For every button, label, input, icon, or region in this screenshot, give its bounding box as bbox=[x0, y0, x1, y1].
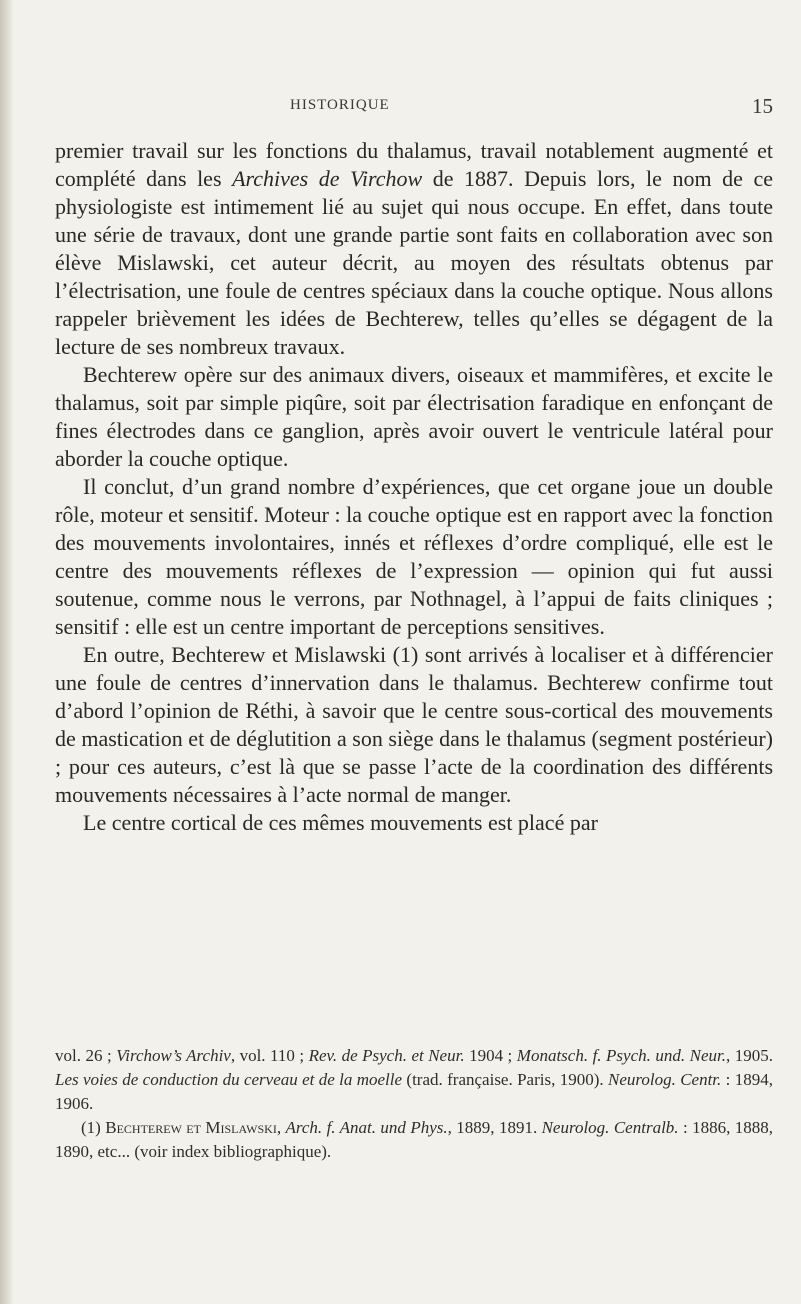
footnote-continued bbox=[55, 1044, 773, 1116]
fn-journal: Neurolog. Centralb. bbox=[541, 1118, 679, 1137]
paragraph-5: Le centre cortical de ces mêmes mouvements est placé par bbox=[83, 810, 598, 835]
journal-title-archives: Archives de Virchow bbox=[232, 166, 423, 191]
fn-text: : 1894, 1906. bbox=[55, 1070, 773, 1113]
fn-text: , bbox=[276, 1118, 286, 1137]
paragraph-4: En outre, Bechterew et Mislawski (1) sont arrivés à localiser et à différencier une foule de centres d’innervation dans le thalamus. Bechterew confirme tout d’abord l’opinion de Réthi, à savoir que le centre sous-cortical des mouvements de mastication et de déglutition a son siège dans le thalamus (segment postérieur) ; pour ces auteurs, c’est là que se passe l’acte de la coordination des différents mouvements nécessaires à l’acte normal de manger. bbox=[55, 642, 773, 807]
fn-journal: Virchow’s Archiv bbox=[116, 1046, 231, 1065]
paragraph-1-text-a: premier travail sur les fonctions du thalamus, travail notablement augmenté et complété dans les bbox=[55, 138, 773, 191]
paragraph-1 bbox=[55, 137, 773, 361]
running-head: HISTORIQUE bbox=[290, 97, 390, 113]
fn-journal: Rev. de Psych. et Neur. bbox=[308, 1046, 465, 1065]
fn-journal: Monatsch. f. Psych. und. Neur. bbox=[516, 1046, 726, 1065]
fn-journal: Neurolog. Centr. bbox=[607, 1070, 722, 1089]
fn-text: , 1905. bbox=[725, 1046, 773, 1065]
fn-authors: Bechterew et Mislawski bbox=[105, 1118, 277, 1137]
fn-book-title: Les voies de conduction du cerveau et de la moelle bbox=[55, 1070, 403, 1089]
footnotes bbox=[55, 1044, 773, 1164]
fn-text: vol. 26 ; bbox=[55, 1046, 117, 1065]
binding-shadow bbox=[0, 0, 14, 1304]
paragraph-2: Bechterew opère sur des animaux divers, oiseaux et mammifères, et excite le thalamus, soit par simple piqûre, soit par électrisation faradique en enfonçant de fines électrodes dans ce ganglion, après avoir ouvert le ventricule latéral pour aborder la couche optique. bbox=[55, 362, 773, 471]
footnote-marker: (1) bbox=[81, 1118, 106, 1137]
fn-text: , 1889, 1891. bbox=[447, 1118, 542, 1137]
fn-text: 1904 ; bbox=[464, 1046, 517, 1065]
main-text bbox=[55, 137, 773, 837]
footnote-1 bbox=[55, 1116, 773, 1164]
paragraph-3: Il conclut, d’un grand nombre d’expériences, que cet organe joue un double rôle, moteur et sensitif. Moteur : la couche optique est en rapport avec la fonction des mouvements involontaires, innés et réflexes d’ordre compliqué, elle est le centre des mouvements réflexes de l’expression — opinion qui fut aussi soutenue, comme nous le verrons, par Nothnagel, à l’appui de faits cliniques ; sensitif : elle est un centre important de perceptions sensitives. bbox=[55, 474, 773, 639]
fn-text: , vol. 110 ; bbox=[230, 1046, 309, 1065]
paragraph-1-text-b: de 1887. Depuis lors, le nom de ce physiologiste est intimement lié au sujet qui nous occupe. En effet, dans toute une série de travaux, dont une grande partie sont faits en collaboration avec son élève Mislawski, cet auteur décrit, au moyen des résultats obtenus par l’électrisation, une foule de centres spéciaux dans la couche optique. Nous allons rappeler brièvement les idées de Bechterew, telles qu’elles se dégagent de la lecture de ses nombreux travaux. bbox=[55, 166, 773, 359]
fn-text: (trad. française. Paris, 1900). bbox=[402, 1070, 608, 1089]
fn-journal: Arch. f. Anat. und Phys. bbox=[285, 1118, 448, 1137]
page-number: 15 bbox=[752, 94, 773, 118]
fn-text: : 1886, 1888, 1890, etc... (voir index bibliographique). bbox=[55, 1118, 773, 1161]
